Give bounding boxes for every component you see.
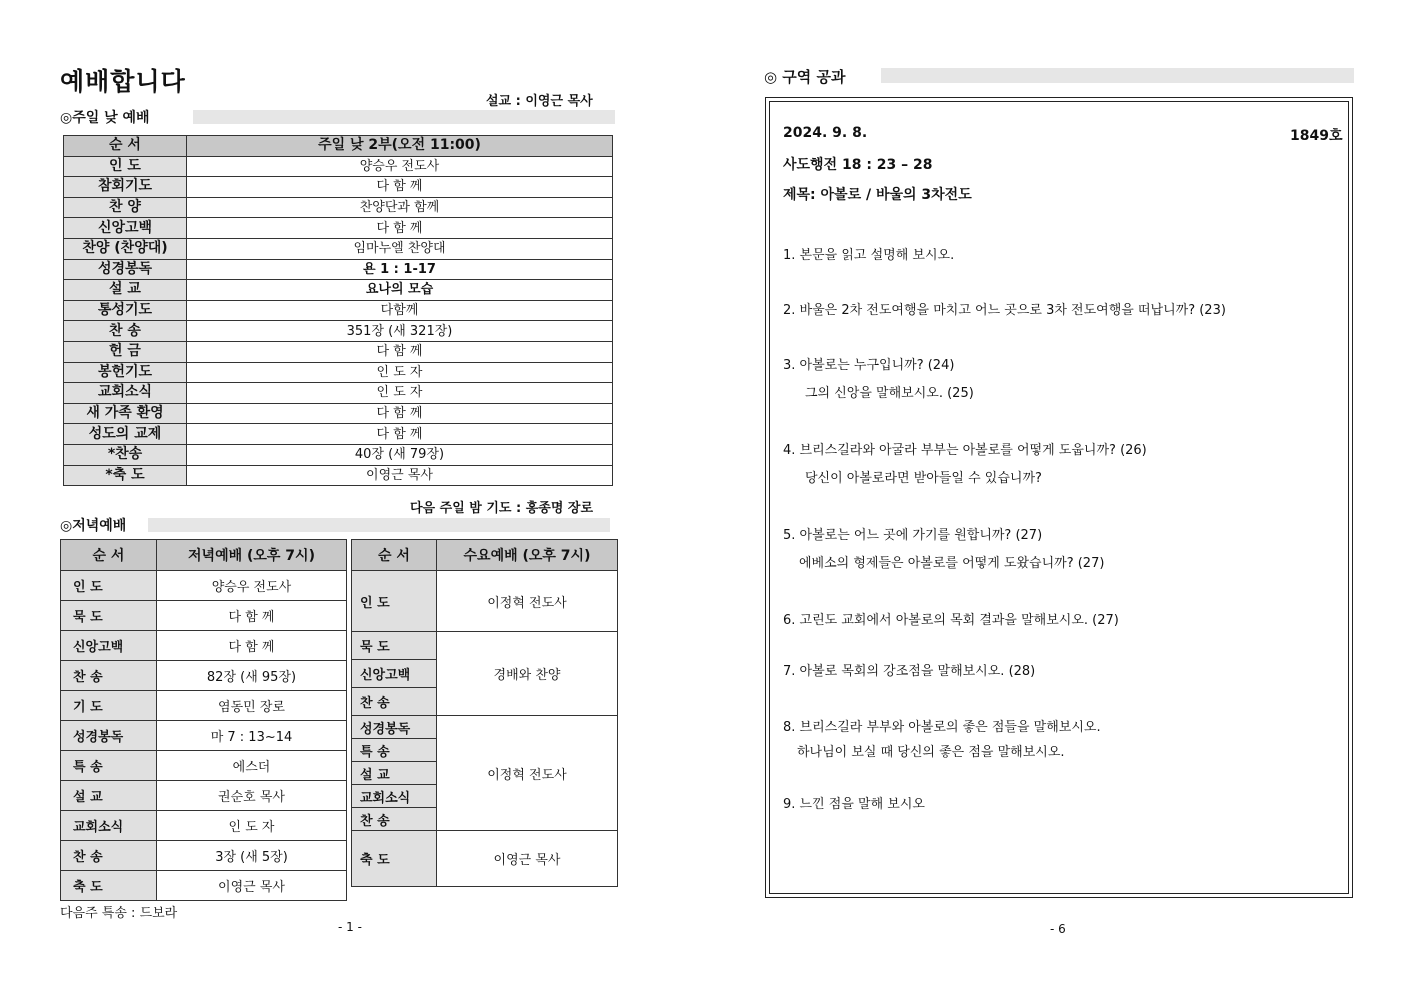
order-value: 양승우 전도사 [187,156,613,177]
order-value: 이영근 목사 [437,831,618,887]
header-cell: 순 서 [61,540,157,571]
section-bar [193,110,615,124]
order-label: 인 도 [61,571,157,601]
order-value: 인 도 자 [187,383,613,404]
order-value: 다 함 께 [187,424,613,445]
scripture-passage: 사도행전 18 : 23 – 28 [783,157,933,173]
order-value: 다 함 께 [187,341,613,362]
order-label: 교회소식 [61,811,157,841]
order-value: 찬양단과 함께 [187,197,613,218]
order-label: 신앙고백 [61,631,157,661]
table-row [64,156,613,177]
table-header-row [64,136,613,157]
order-label: 묵 도 [61,601,157,631]
order-value: 다 함 께 [187,218,613,239]
table-row [64,300,613,321]
order-label: 특 송 [61,751,157,781]
header-cell: 순 서 [352,540,437,571]
table-row [61,631,347,661]
order-value: 인 도 자 [187,362,613,383]
table-row [64,218,613,239]
order-label: 설 교 [352,762,437,785]
order-value: 다 함 께 [187,177,613,198]
table-row [64,403,613,424]
table-row [61,811,347,841]
order-label: 찬 송 [61,841,157,871]
order-value: 351장 (새 321장) [187,321,613,342]
order-label: 통성기도 [64,300,187,321]
order-label: 성도의 교제 [64,424,187,445]
order-label: 성경봉독 [64,259,187,280]
order-value: 82장 (새 95장) [157,661,347,691]
order-label: 성경봉독 [61,721,157,751]
table-row [64,280,613,301]
table-row [352,632,618,660]
table-row [61,721,347,751]
order-label: 설 교 [61,781,157,811]
order-value: 경배와 찬양 [437,632,618,716]
question-item: 9. 느낀 점을 말해 보시오 [783,797,925,812]
order-value: 인 도 자 [157,811,347,841]
table-row [61,751,347,781]
order-value: 다 함 께 [157,601,347,631]
question-item: 1. 본문을 읽고 설명해 보시오. [783,248,955,263]
study-box-inner [769,101,1349,894]
next-prayer-note: 다음 주일 밤 기도 : 홍종명 장로 [410,501,594,516]
order-label: 찬 송 [64,321,187,342]
order-label: 인 도 [352,571,437,632]
order-label: 찬양 (찬양대) [64,238,187,259]
order-label: 봉헌기도 [64,362,187,383]
table-row [64,321,613,342]
page-number: - 6 [1050,922,1066,936]
order-label: 축 도 [352,831,437,887]
order-value: 이정혁 전도사 [437,716,618,831]
header-cell: 순 서 [64,136,187,157]
question-item: 2. 바울은 2차 전도여행을 마치고 어느 곳으로 3차 전도여행을 떠납니까? (23) [783,303,1226,318]
table-row [64,362,613,383]
table-row [64,197,613,218]
order-label: *찬송 [64,444,187,465]
order-value: 이정혁 전도사 [437,571,618,632]
order-label: 찬 송 [352,688,437,716]
order-label: *축 도 [64,465,187,486]
page-number: - 1 - [338,920,362,934]
order-label: 교회소식 [352,785,437,808]
order-label: 새 가족 환영 [64,403,187,424]
order-label: 찬 송 [352,808,437,831]
question-subitem: 그의 신앙을 말해보시오. (25) [805,386,974,401]
order-value: 이영근 목사 [187,465,613,486]
evening-section-title: ◎저녁예배 [60,518,127,534]
order-label: 묵 도 [352,632,437,660]
table-row [61,781,347,811]
table-header-row [61,540,347,571]
table-row [64,383,613,404]
table-row [61,691,347,721]
question-subitem: 하나님이 보실 때 당신의 좋은 점을 말해보시오. [797,745,1065,760]
order-value: 에스더 [157,751,347,781]
header-cell: 저녁예배 (오후 7시) [157,540,347,571]
table-row [61,571,347,601]
table-row [61,871,347,901]
order-label: 축 도 [61,871,157,901]
order-value: 양승우 전도사 [157,571,347,601]
page-title: 예배합니다 [60,67,186,96]
order-label: 찬 송 [61,661,157,691]
header-cell: 주일 낮 2부(오전 11:00) [187,136,613,157]
order-label: 특 송 [352,739,437,762]
table-row [352,571,618,632]
question-item: 4. 브리스길라와 아굴라 부부는 아볼로를 어떻게 도웁니까? (26) [783,443,1147,458]
order-value: 권순호 목사 [157,781,347,811]
question-item: 7. 아볼로 목회의 강조점을 말해보시오. (28) [783,664,1036,679]
table-row [64,465,613,486]
table-row [352,831,618,887]
evening-order-table [60,539,347,901]
table-row [64,177,613,198]
footer-note: 다음주 특송 : 드보라 [60,906,178,921]
order-label: 신앙고백 [352,660,437,688]
order-value: 마 7 : 13~14 [157,721,347,751]
table-row [64,238,613,259]
order-label: 찬 양 [64,197,187,218]
table-row [61,601,347,631]
order-label: 참회기도 [64,177,187,198]
header-cell: 수요예배 (오후 7시) [437,540,618,571]
question-item: 6. 고린도 교회에서 아볼로의 목회 결과을 말해보시오. (27) [783,613,1119,628]
question-subitem: 당신이 아볼로라면 받아들일 수 있습니까? [805,471,1042,486]
order-value: 다 함 께 [157,631,347,661]
order-label: 기 도 [61,691,157,721]
order-label: 인 도 [64,156,187,177]
order-value: 다함께 [187,300,613,321]
study-section-title: ◎ 구역 공과 [764,68,846,86]
section-bar [148,518,610,532]
table-row [64,424,613,445]
question-item: 3. 아볼로는 누구입니까? (24) [783,358,955,373]
table-header-row [352,540,618,571]
preacher-label: 설교 : 이영근 목사 [486,94,593,109]
table-row [61,841,347,871]
order-value: 요나의 모습 [187,280,613,301]
order-value: 임마누엘 찬양대 [187,238,613,259]
order-label: 교회소식 [64,383,187,404]
order-value: 3장 (새 5장) [157,841,347,871]
table-row [352,716,618,739]
sunday-section-title: ◎주일 낮 예배 [60,110,150,126]
order-value: 욘 1 : 1-17 [187,259,613,280]
study-date: 2024. 9. 8. [783,125,868,141]
table-row [61,661,347,691]
order-label: 성경봉독 [352,716,437,739]
table-row [64,341,613,362]
order-label: 헌 금 [64,341,187,362]
table-row [64,444,613,465]
order-label: 신앙고백 [64,218,187,239]
study-subject: 제목: 아볼로 / 바울의 3차전도 [783,187,972,203]
section-bar [881,68,1354,83]
wednesday-order-table [351,539,618,887]
question-item: 8. 브리스길라 부부와 아볼로의 좋은 점들을 말해보시오. [783,720,1101,735]
question-subitem: 에베소의 형제들은 아볼로를 어떻게 도왔습니까? (27) [799,556,1105,571]
table-row [64,259,613,280]
issue-number: 1849호 [1290,128,1343,144]
order-value: 40장 (새 79장) [187,444,613,465]
order-value: 다 함 께 [187,403,613,424]
sunday-order-table [63,135,613,486]
order-label: 설 교 [64,280,187,301]
question-item: 5. 아볼로는 어느 곳에 가기를 원합니까? (27) [783,528,1043,543]
order-value: 이영근 목사 [157,871,347,901]
order-value: 염동민 장로 [157,691,347,721]
